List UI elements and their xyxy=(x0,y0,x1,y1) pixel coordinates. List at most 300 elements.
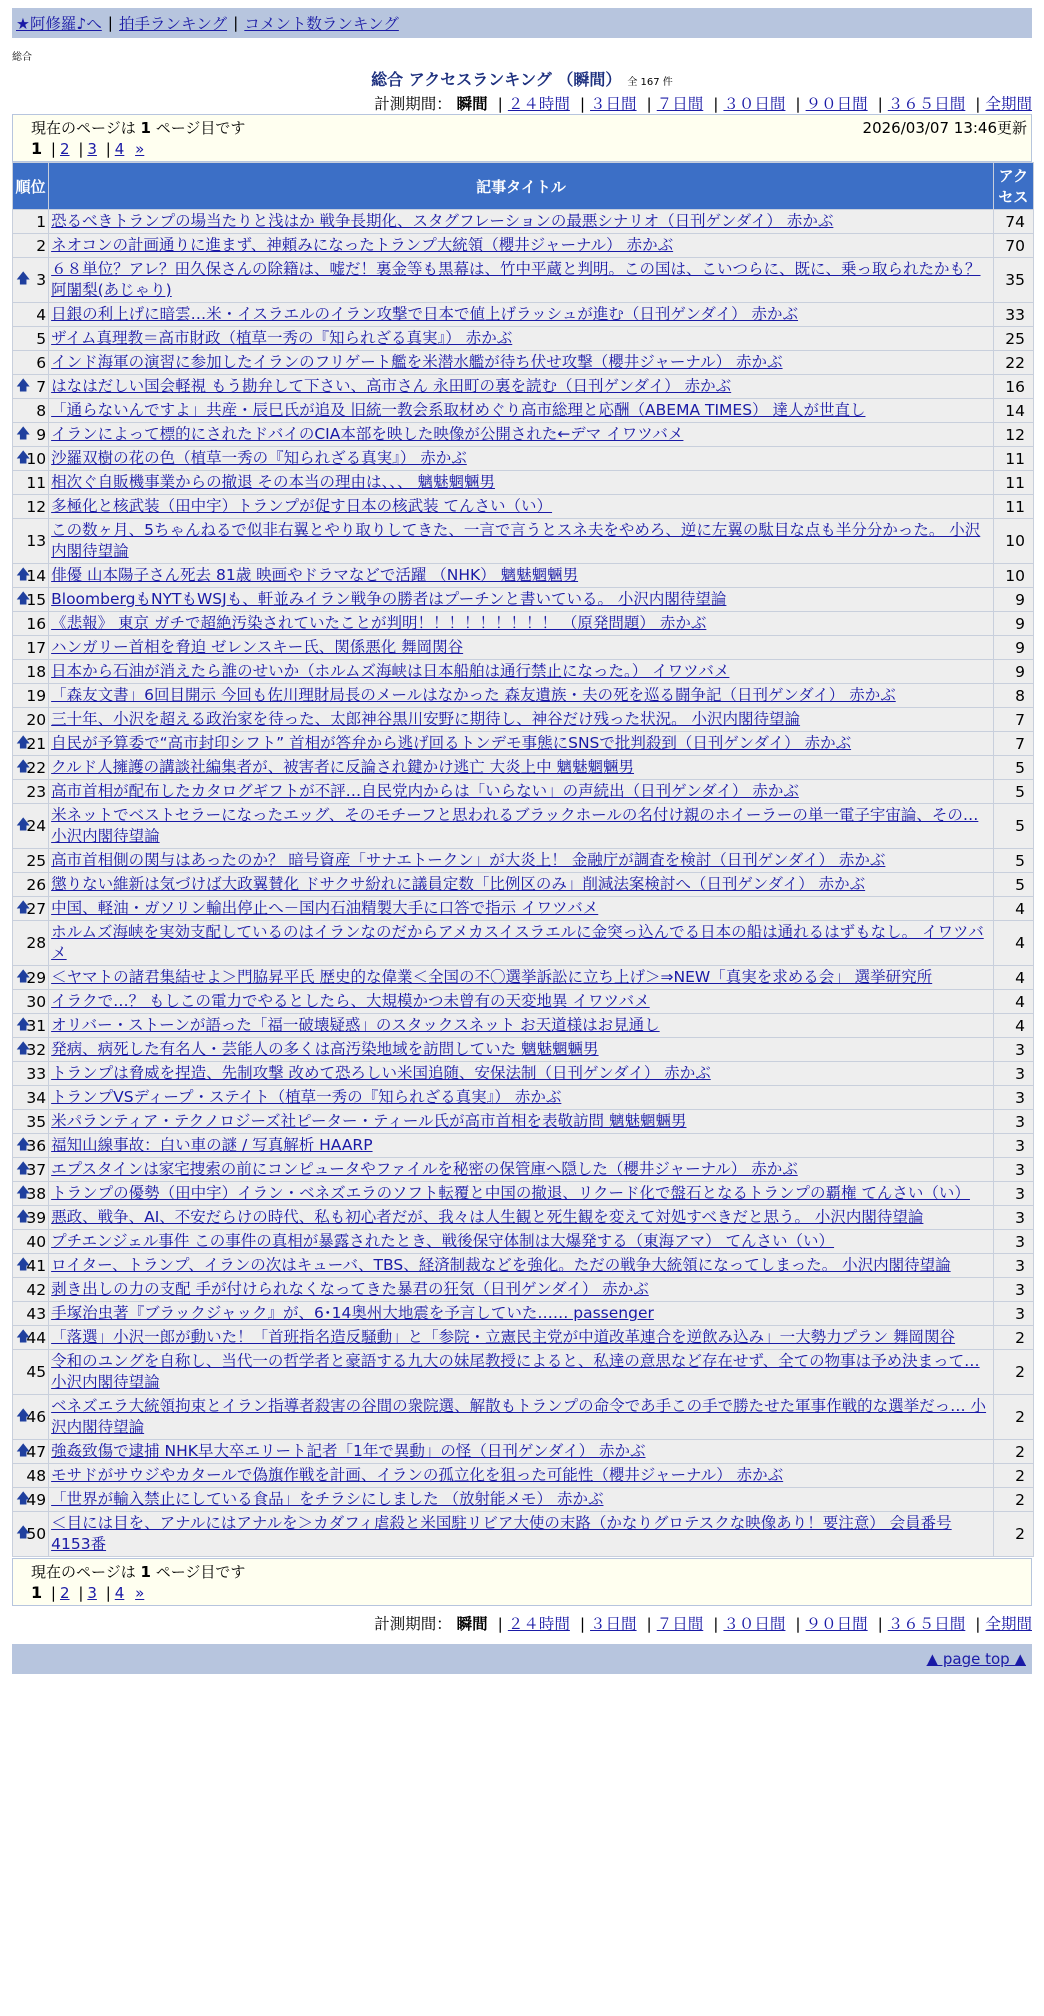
page-links-bottom: 1 | 2 | 3 | 4 » xyxy=(31,1583,145,1602)
article-title-link[interactable]: ハンガリー首相を脅迫 ゼレンスキー氏、関係悪化 舞岡関谷 xyxy=(51,638,464,656)
rank-up-arrow-icon: 🡅 xyxy=(16,1408,31,1424)
rank-cell xyxy=(13,636,48,659)
table-row xyxy=(13,966,1033,989)
rank-number: 32 xyxy=(26,1040,47,1059)
rank-up-arrow-icon: 🡅 xyxy=(16,271,31,287)
page-link-3[interactable]: 3 xyxy=(87,140,97,158)
title-cell xyxy=(49,588,993,611)
rank-cell xyxy=(13,1110,48,1133)
updated-timestamp: 2026/03/07 13:46更新 xyxy=(862,119,1027,137)
table-row xyxy=(13,258,1033,302)
title-cell xyxy=(49,990,993,1013)
table-header-row xyxy=(13,163,1033,209)
rank-number: 35 xyxy=(26,1112,47,1131)
rank-cell xyxy=(13,1302,48,1325)
title-cell xyxy=(49,1488,993,1511)
article-title-link[interactable]: 強姦致傷で逮捕 NHK早大卒エリート記者「1年で異動」の怪（日刊ゲンダイ） 赤かぶ xyxy=(51,1442,646,1460)
access-count: 2 xyxy=(994,1350,1033,1394)
rank-cell xyxy=(13,732,48,755)
period-link-90d[interactable]: ９０日間 xyxy=(805,95,868,113)
table-row xyxy=(13,1302,1033,1325)
rank-number: 22 xyxy=(26,758,47,777)
rank-number: 12 xyxy=(26,497,47,516)
article-title-link[interactable]: ホルムズ海峡を実効支配しているのはイランなのだからアメカスイスラエルに金突っ込んでる日本の船は通れるはずもなし。 イワツバメ xyxy=(51,923,984,962)
page-link-2-bottom[interactable]: 2 xyxy=(59,1584,70,1602)
rank-number: 45 xyxy=(26,1363,47,1381)
access-count: 3 xyxy=(994,1158,1033,1181)
table-row xyxy=(13,1062,1033,1085)
article-title-link[interactable]: ザイム真理教＝高市財政（植草一秀の『知られざる真実』） 赤かぶ xyxy=(51,329,513,347)
article-title-link[interactable]: イラクで…？ もしこの電力でやるとしたら、大規模かつ未曾有の天変地異 イワツバメ xyxy=(51,992,650,1010)
rank-number: 20 xyxy=(26,710,47,729)
title-cell xyxy=(49,1182,993,1205)
rank-number: 40 xyxy=(26,1232,47,1251)
rank-number: 4 xyxy=(36,305,47,324)
rank-cell xyxy=(13,1512,48,1556)
rank-cell xyxy=(13,258,48,302)
rank-number: 49 xyxy=(26,1490,47,1509)
rank-cell xyxy=(13,1278,48,1301)
title-cell xyxy=(49,756,993,779)
period-link-3d[interactable]: ３日間 xyxy=(590,95,637,113)
article-title-link[interactable]: 「森友文書」6回目開示 今回も佐川理財局長のメールはなかった 森友遺族・夫の死を巡る闘争記（日刊ゲンダイ） 赤かぶ xyxy=(51,686,896,704)
table-row xyxy=(13,636,1033,659)
rank-cell xyxy=(13,519,48,563)
access-count: 3 xyxy=(994,1206,1033,1229)
access-count: 10 xyxy=(994,564,1033,587)
access-count: 3 xyxy=(994,1062,1033,1085)
rank-number: 27 xyxy=(26,899,47,918)
access-count: 2 xyxy=(994,1326,1033,1349)
article-title-link[interactable]: 俳優 山本陽子さん死去 81歳 映画やドラマなどで活躍 （NHK） 魑魅魍魎男 xyxy=(51,566,579,584)
page-link-2[interactable]: 2 xyxy=(59,140,70,158)
title-cell xyxy=(49,897,993,920)
rank-cell xyxy=(13,1038,48,1061)
access-count: 3 xyxy=(994,1110,1033,1133)
rank-number: 24 xyxy=(26,817,47,835)
rank-up-arrow-icon: 🡅 xyxy=(16,566,31,583)
rank-number: 26 xyxy=(26,875,47,894)
rank-number: 14 xyxy=(26,566,47,585)
rank-cell xyxy=(13,375,48,398)
page-link-4-bottom[interactable]: 4 xyxy=(114,1584,125,1602)
rank-up-arrow-icon: 🡅 xyxy=(16,817,31,833)
rank-cell xyxy=(13,588,48,611)
rank-up-arrow-icon: 🡅 xyxy=(16,758,31,775)
table-row xyxy=(13,327,1033,350)
period-link-24h[interactable]: ２４時間 xyxy=(507,95,570,113)
category-label: 総合 xyxy=(12,52,32,63)
rank-up-arrow-icon: 🡅 xyxy=(16,1016,31,1033)
title-cell xyxy=(49,804,993,848)
title-cell xyxy=(49,684,993,707)
access-count: 5 xyxy=(994,849,1033,872)
rank-cell xyxy=(13,423,48,446)
period-link-7d[interactable]: ７日間 xyxy=(656,95,704,113)
article-title-link[interactable]: 「世界が輸入禁止にしている食品」をチラシにしました （放射能メモ） 赤かぶ xyxy=(51,1490,604,1508)
title-cell xyxy=(49,1110,993,1133)
title-cell xyxy=(49,1440,993,1463)
title-cell xyxy=(49,1512,993,1556)
page-current: 1 xyxy=(31,139,43,158)
rank-cell xyxy=(13,495,48,518)
rank-number: 5 xyxy=(36,329,47,348)
access-count: 4 xyxy=(994,921,1033,965)
table-row xyxy=(13,780,1033,803)
article-title-link[interactable]: 日本から石油が消えたら誰のせいか（ホルムズ海峡は日本船舶は通行禁止になった。） イワツバメ xyxy=(51,662,730,680)
rank-number: 21 xyxy=(26,734,47,753)
article-title-link[interactable]: ネオコンの計画通りに進まず、神頼みになったトランプ大統領（櫻井ジャーナル） 赤かぶ xyxy=(51,236,674,254)
article-title-link[interactable]: 悪政、戦争、AI、不安だらけの時代、私も初心者だが、我々は人生観と死生観を変えて対処すべきだと思う。 小沢内閣待望論 xyxy=(51,1208,924,1226)
table-row xyxy=(13,1254,1033,1277)
rank-up-arrow-icon: 🡅 xyxy=(16,449,31,466)
table-row xyxy=(13,756,1033,779)
rank-cell xyxy=(13,1350,48,1394)
rank-up-arrow-icon: 🡅 xyxy=(16,1490,31,1507)
column-header-rank: 順位 xyxy=(13,163,48,209)
access-count: 2 xyxy=(994,1464,1033,1487)
period-link-all[interactable]: 全期間 xyxy=(985,95,1032,113)
table-row xyxy=(13,1038,1033,1061)
table-row xyxy=(13,1488,1033,1511)
article-title-link[interactable]: 福知山線事故：白い車の謎 / 写真解析 HAARP xyxy=(51,1136,373,1154)
title-cell xyxy=(49,399,993,422)
rank-cell xyxy=(13,684,48,707)
table-row xyxy=(13,351,1033,374)
article-title-link[interactable]: 手塚治虫著『ブラックジャック』が、6･14奥州大地震を予言していた…… passenger xyxy=(51,1304,654,1322)
rank-cell xyxy=(13,1158,48,1181)
rank-cell xyxy=(13,1182,48,1205)
page-link-4[interactable]: 4 xyxy=(114,140,125,158)
rank-number: 38 xyxy=(26,1184,47,1203)
rank-number: 28 xyxy=(26,934,47,952)
article-title-link[interactable]: BloombergもNYTもWSJも、軒並みイラン戦争の勝者はプーチンと書いている。 小沢内閣待望論 xyxy=(51,590,727,608)
access-count: 3 xyxy=(994,1302,1033,1325)
title-cell xyxy=(49,1278,993,1301)
period-link-30d[interactable]: ３０日間 xyxy=(723,95,786,113)
nav-separator: | xyxy=(107,14,114,32)
rank-number: 33 xyxy=(26,1064,47,1083)
title-cell xyxy=(49,1464,993,1487)
period-link-30d-bottom[interactable]: ３０日間 xyxy=(723,1615,786,1633)
table-row xyxy=(13,1158,1033,1181)
table-row xyxy=(13,921,1033,965)
rank-up-arrow-icon: 🡅 xyxy=(16,1442,31,1459)
access-count: 4 xyxy=(994,966,1033,989)
page-link-3-bottom[interactable]: 3 xyxy=(87,1584,97,1602)
period-link-3d-bottom[interactable]: ３日間 xyxy=(590,1615,637,1633)
article-title-link[interactable]: この数ヶ月、5ちゃんねるで似非右翼とやり取りしてきた、一言で言うとスネ夫をやめろ、逆に左翼の駄目な点も半分分かった。 小沢内閣待望論 xyxy=(51,521,981,560)
rank-cell xyxy=(13,564,48,587)
title-cell xyxy=(49,1062,993,1085)
table-row xyxy=(13,660,1033,683)
period-link-7d-bottom[interactable]: ７日間 xyxy=(656,1615,704,1633)
access-count: 74 xyxy=(994,210,1033,233)
table-row xyxy=(13,1326,1033,1349)
article-title-link[interactable]: 自民が予算委で“高市封印シフト” 首相が答弁から逃げ回るトンデモ事態にSNSで批判殺到（日刊ゲンダイ） 赤かぶ xyxy=(51,734,852,752)
rank-up-arrow-icon: 🡅 xyxy=(16,1328,31,1345)
rank-number: 16 xyxy=(26,614,47,633)
article-title-link[interactable]: 令和のユングを自称し、当代一の哲学者と豪語する九大の妹尾教授によると、私達の意思など存在せず、全ての物事は予め決まって… 小沢内閣待望論 xyxy=(51,1352,980,1391)
access-count: 16 xyxy=(994,375,1033,398)
title-cell xyxy=(49,780,993,803)
access-count: 10 xyxy=(994,519,1033,563)
title-cell xyxy=(49,921,993,965)
rank-number: 30 xyxy=(26,992,47,1011)
article-title-link[interactable]: ＜ヤマトの諸君集結せよ＞門脇昇平氏 歴史的な偉業＜全国の不〇選挙訴訟に立ち上げ＞⇒NEW「真実を求める会」 選挙研究所 xyxy=(51,968,933,986)
rank-cell xyxy=(13,234,48,257)
title-cell xyxy=(49,234,993,257)
rank-number: 25 xyxy=(26,851,47,870)
access-count: 4 xyxy=(994,897,1033,920)
rank-up-arrow-icon: 🡅 xyxy=(16,1208,31,1225)
pager-bottom xyxy=(12,1558,1032,1606)
table-row xyxy=(13,849,1033,872)
top-nav-bar xyxy=(12,8,1032,38)
rank-cell xyxy=(13,1062,48,1085)
nav-link-comment-ranking[interactable]: コメント数ランキング xyxy=(244,15,399,33)
article-title-link[interactable]: 三十年、小沢を超える政治家を待った、太郎神谷黒川安野に期待し、神谷だけ残った状況。 小沢内閣待望論 xyxy=(51,710,801,728)
title-cell xyxy=(49,1350,993,1394)
article-title-link[interactable]: トランプの優勢（田中宇）イラン・ベネズエラのソフト転覆と中国の撤退、リクード化で盤石となるトランプの覇権 てんさい（い） xyxy=(51,1184,970,1202)
article-title-link[interactable]: 相次ぐ自販機事業からの撤退 その本当の理由は、、、 魑魅魍魎男 xyxy=(51,473,495,491)
rank-cell xyxy=(13,399,48,422)
rank-cell xyxy=(13,966,48,989)
article-title-link[interactable]: 米パランティア・テクノロジーズ社ピーター・ティール氏が高市首相を表敬訪問 魑魅魍魎男 xyxy=(51,1112,687,1130)
rank-up-arrow-icon: 🡅 xyxy=(16,377,31,394)
rank-number: 15 xyxy=(26,590,47,609)
rank-number: 1 xyxy=(36,212,47,231)
table-row xyxy=(13,612,1033,635)
rank-cell xyxy=(13,1086,48,1109)
title-cell xyxy=(49,1326,993,1349)
article-title-link[interactable]: 「通らないんですよ」共産・辰巳氏が追及 旧統一教会系取材めぐり高市総理と応酬（ABEMA TIMES） 達人が世直し xyxy=(51,401,866,419)
table-row xyxy=(13,732,1033,755)
article-title-link[interactable]: ６８単位？アレ？田久保さんの除籍は、嘘だ！裏金等も黒幕は、竹中平蔵と判明。この国は、こいつらに、既に、乗っ取られたかも？ 阿闍梨(あじゃり) xyxy=(51,260,981,299)
rank-up-arrow-icon: 🡅 xyxy=(16,1040,31,1057)
article-title-link[interactable]: 《悲報》 東京 ガチで超絶汚染されていたことが判明！！！！！！！！！ （原発問題） 赤かぶ xyxy=(51,614,707,632)
rank-number: 29 xyxy=(26,968,47,987)
article-title-link[interactable]: イランによって標的にされたドバイのCIA本部を映した映像が公開された←デマ イワツバメ xyxy=(51,425,684,443)
rank-cell xyxy=(13,660,48,683)
title-cell xyxy=(49,1134,993,1157)
nav-link-clap-ranking[interactable]: 拍手ランキング xyxy=(119,15,228,33)
table-row xyxy=(13,873,1033,896)
rank-cell xyxy=(13,1230,48,1253)
access-count: 5 xyxy=(994,756,1033,779)
article-title-link[interactable]: はなはだしい国会軽視 もう勘弁して下さい、高市さん 永田町の裏を読む（日刊ゲンダイ） 赤かぶ xyxy=(51,377,732,395)
table-row xyxy=(13,1230,1033,1253)
table-row xyxy=(13,1134,1033,1157)
rank-up-arrow-icon: 🡅 xyxy=(16,968,31,985)
period-current: 瞬間 xyxy=(456,95,488,113)
rank-number: 44 xyxy=(26,1328,47,1347)
access-count: 2 xyxy=(994,1440,1033,1463)
title-cell xyxy=(49,1206,993,1229)
rank-cell xyxy=(13,612,48,635)
rank-up-arrow-icon: 🡅 xyxy=(16,734,31,751)
article-title-link[interactable]: インド海軍の演習に参加したイランのフリゲート艦を米潜水艦が待ち伏せ攻撃（櫻井ジャーナル） 赤かぶ xyxy=(51,353,783,371)
nav-link-ashura-home[interactable]: ★阿修羅♪へ xyxy=(16,15,102,33)
period-link-24h-bottom[interactable]: ２４時間 xyxy=(507,1615,570,1633)
access-count: 2 xyxy=(994,1488,1033,1511)
table-row xyxy=(13,471,1033,494)
access-count: 9 xyxy=(994,660,1033,683)
current-page-text-bottom: 現在のページは 1 ページ目です xyxy=(31,1563,246,1581)
article-title-link[interactable]: 米ネットでベストセラーになったエッグ、そのモチーフと思われるブラックホールの名付け親のホイーラーの単一電子宇宙論、その… 小沢内閣待望論 xyxy=(51,806,979,845)
period-link-365d[interactable]: ３６５日間 xyxy=(887,95,966,113)
access-count: 12 xyxy=(994,423,1033,446)
rank-number: 7 xyxy=(36,377,47,396)
rank-up-arrow-icon: 🡅 xyxy=(16,425,31,442)
rank-up-arrow-icon: 🡅 xyxy=(16,1136,31,1153)
bottom-bar xyxy=(12,1644,1032,1674)
period-link-90d-bottom[interactable]: ９０日間 xyxy=(805,1615,868,1633)
page-links: 1 | 2 | 3 | 4 » xyxy=(31,139,145,158)
rank-number: 13 xyxy=(26,532,47,550)
period-link-all-bottom[interactable]: 全期間 xyxy=(985,1615,1032,1633)
period-selector: 計測期間： 瞬間 | ２４時間 | ３日間 | ７日間 | ３０日間 | ９０日間 | ３６５日間 | 全期間 xyxy=(374,95,1032,113)
article-title-link[interactable]: 剥き出しの力の支配 手が付けられなくなってきた暴君の狂気（日刊ゲンダイ） 赤かぶ xyxy=(51,1280,649,1298)
table-row xyxy=(13,1182,1033,1205)
article-title-link[interactable]: ＜目には目を、アナルにはアナルを＞カダフィ虐殺と米国駐リビア大使の末路（かなりグロテスクな映像あり！要注意） 会員番号4153番 xyxy=(51,1514,952,1553)
access-count: 33 xyxy=(994,303,1033,326)
rank-cell xyxy=(13,756,48,779)
title-cell xyxy=(49,423,993,446)
rank-cell xyxy=(13,1014,48,1037)
rank-number: 47 xyxy=(26,1442,47,1461)
article-title-link[interactable]: 多極化と核武装（田中宇）トランプが促す日本の核武装 てんさい（い） xyxy=(51,497,553,515)
title-cell xyxy=(49,447,993,470)
rank-cell xyxy=(13,210,48,233)
next-page-link[interactable]: » xyxy=(135,140,145,158)
rank-number: 2 xyxy=(36,236,47,255)
table-row xyxy=(13,1014,1033,1037)
article-title-link[interactable]: 中国、軽油・ガソリン輸出停止へ－国内石油精製大手に口答で指示 イワツバメ xyxy=(51,899,599,917)
title-cell xyxy=(49,1038,993,1061)
access-count: 35 xyxy=(994,258,1033,302)
article-title-link[interactable]: 日銀の利上げに暗雲…米・イスラエルのイラン攻撃で日本で値上げラッシュが進む（日刊ゲンダイ） 赤かぶ xyxy=(51,305,799,323)
page-top-link[interactable]: ▲ page top ▲ xyxy=(926,1650,1026,1668)
access-count: 22 xyxy=(994,351,1033,374)
access-count: 4 xyxy=(994,1014,1033,1037)
article-title-link[interactable]: クルド人擁護の講談社編集者が、被害者に反論され鍵かけ逃亡 大炎上中 魑魅魍魎男 xyxy=(51,758,635,776)
rank-number: 11 xyxy=(26,473,47,492)
article-title-link[interactable]: 恐るべきトランプの場当たりと浅はか 戦争長期化、スタグフレーションの最悪シナリオ（日刊ゲンダイ） 赤かぶ xyxy=(51,212,834,230)
rank-cell xyxy=(13,897,48,920)
article-title-link[interactable]: 発病、病死した有名人・芸能人の多くは高汚染地域を訪問していた 魑魅魍魎男 xyxy=(51,1040,599,1058)
article-title-link[interactable]: エプスタインは家宅捜索の前にコンピュータやファイルを秘密の保管庫へ隠した（櫻井ジャーナル） 赤かぶ xyxy=(51,1160,798,1178)
page-title-text: 総合 アクセスランキング （瞬間） xyxy=(371,70,622,89)
table-row xyxy=(13,1395,1033,1439)
access-count: 25 xyxy=(994,327,1033,350)
access-count: 8 xyxy=(994,684,1033,707)
article-title-link[interactable]: ロイター、トランプ、イランの次はキューバ、TBS、経済制裁などを強化。ただの戦争大統領になってしまった。 小沢内閣待望論 xyxy=(51,1256,951,1274)
article-title-link[interactable]: モサドがサウジやカタールで偽旗作戦を計画、イランの孤立化を狙った可能性（櫻井ジャーナル） 赤かぶ xyxy=(51,1466,784,1484)
article-title-link[interactable]: トランプVSディープ・ステイト（植草一秀の『知られざる真実』） 赤かぶ xyxy=(51,1088,562,1106)
title-cell xyxy=(49,1230,993,1253)
access-count: 3 xyxy=(994,1278,1033,1301)
title-cell xyxy=(49,1158,993,1181)
article-title-link[interactable]: 懲りない維新は気づけば大政翼賛化 ドサクサ紛れに議員定数「比例区のみ」削減法案検討へ（日刊ゲンダイ） 赤かぶ xyxy=(51,875,866,893)
rank-cell xyxy=(13,303,48,326)
article-title-link[interactable]: オリバー・ストーンが語った「福一破壊疑惑」のスタックスネット お天道様はお見通し xyxy=(51,1016,660,1034)
access-count: 2 xyxy=(994,1512,1033,1556)
table-row xyxy=(13,1110,1033,1133)
table-row xyxy=(13,708,1033,731)
rank-cell xyxy=(13,1464,48,1487)
rank-cell xyxy=(13,471,48,494)
rank-up-arrow-icon: 🡅 xyxy=(16,590,31,607)
rank-number: 9 xyxy=(36,425,47,444)
rank-number: 46 xyxy=(26,1408,47,1426)
table-row xyxy=(13,1086,1033,1109)
rank-number: 18 xyxy=(26,662,47,681)
ranking-table xyxy=(12,162,1034,1557)
rank-cell xyxy=(13,873,48,896)
period-link-365d-bottom[interactable]: ３６５日間 xyxy=(887,1615,966,1633)
access-count: 3 xyxy=(994,1230,1033,1253)
table-row xyxy=(13,897,1033,920)
rank-number: 43 xyxy=(26,1304,47,1323)
table-row xyxy=(13,1350,1033,1394)
access-count: 5 xyxy=(994,873,1033,896)
title-cell xyxy=(49,1254,993,1277)
access-count: 70 xyxy=(994,234,1033,257)
title-cell xyxy=(49,873,993,896)
article-title-link[interactable]: トランプは脅威を捏造、先制攻撃 改めて恐ろしい米国追随、安保法制（日刊ゲンダイ） 赤かぶ xyxy=(51,1064,711,1082)
access-count: 2 xyxy=(994,1395,1033,1439)
page-title xyxy=(12,67,1032,90)
title-cell xyxy=(49,708,993,731)
access-count: 11 xyxy=(994,471,1033,494)
article-title-link[interactable]: ベネズエラ大統領拘束とイラン指導者殺害の谷間の衆院選、解散もトランプの命令であ手この手で勝たせた軍事作戦的な選挙だっ… 小沢内閣待望論 xyxy=(51,1397,987,1436)
article-title-link[interactable]: 高市首相側の関与はあったのか？ 暗号資産「サナエトークン」が大炎上！ 金融庁が調査を検討（日刊ゲンダイ） 赤かぶ xyxy=(51,851,886,869)
article-title-link[interactable]: 高市首相が配布したカタログギフトが不評…自民党内からは「いらない」の声続出（日刊ゲンダイ） 赤かぶ xyxy=(51,782,799,800)
rank-number: 41 xyxy=(26,1256,47,1275)
title-cell xyxy=(49,732,993,755)
title-cell xyxy=(49,351,993,374)
table-row xyxy=(13,303,1033,326)
rank-number: 10 xyxy=(26,449,47,468)
title-cell xyxy=(49,1086,993,1109)
access-count: 3 xyxy=(994,1038,1033,1061)
article-title-link[interactable]: プチエンジェル事件 この事件の真相が暴露されたとき、戦後保守体制は大爆発する（東海アマ） てんさい（い） xyxy=(51,1232,835,1250)
table-row xyxy=(13,375,1033,398)
rank-number: 48 xyxy=(26,1466,47,1485)
rank-cell xyxy=(13,780,48,803)
access-count: 5 xyxy=(994,780,1033,803)
article-title-link[interactable]: 沙羅双樹の花の色（植草一秀の『知られざる真実』） 赤かぶ xyxy=(51,449,467,467)
article-title-link[interactable]: 「落選」小沢一郎が動いた！「首班指名造反騒動」と「参院・立憲民主党が中道改革連合を逆飲み込み」一大勢力プラン 舞岡関谷 xyxy=(51,1328,956,1346)
title-cell xyxy=(49,1014,993,1037)
title-cell xyxy=(49,258,993,302)
access-count: 3 xyxy=(994,1086,1033,1109)
rank-cell xyxy=(13,351,48,374)
table-row xyxy=(13,804,1033,848)
rank-cell xyxy=(13,921,48,965)
table-row xyxy=(13,234,1033,257)
table-row xyxy=(13,1512,1033,1556)
access-count: 9 xyxy=(994,588,1033,611)
access-count: 9 xyxy=(994,636,1033,659)
ranking-table-body xyxy=(13,210,1033,1556)
rank-up-arrow-icon: 🡅 xyxy=(16,1525,31,1541)
access-count: 3 xyxy=(994,1254,1033,1277)
column-header-access: アクセス xyxy=(994,163,1033,209)
next-page-link-bottom[interactable]: » xyxy=(135,1584,145,1602)
rank-number: 17 xyxy=(26,638,47,657)
